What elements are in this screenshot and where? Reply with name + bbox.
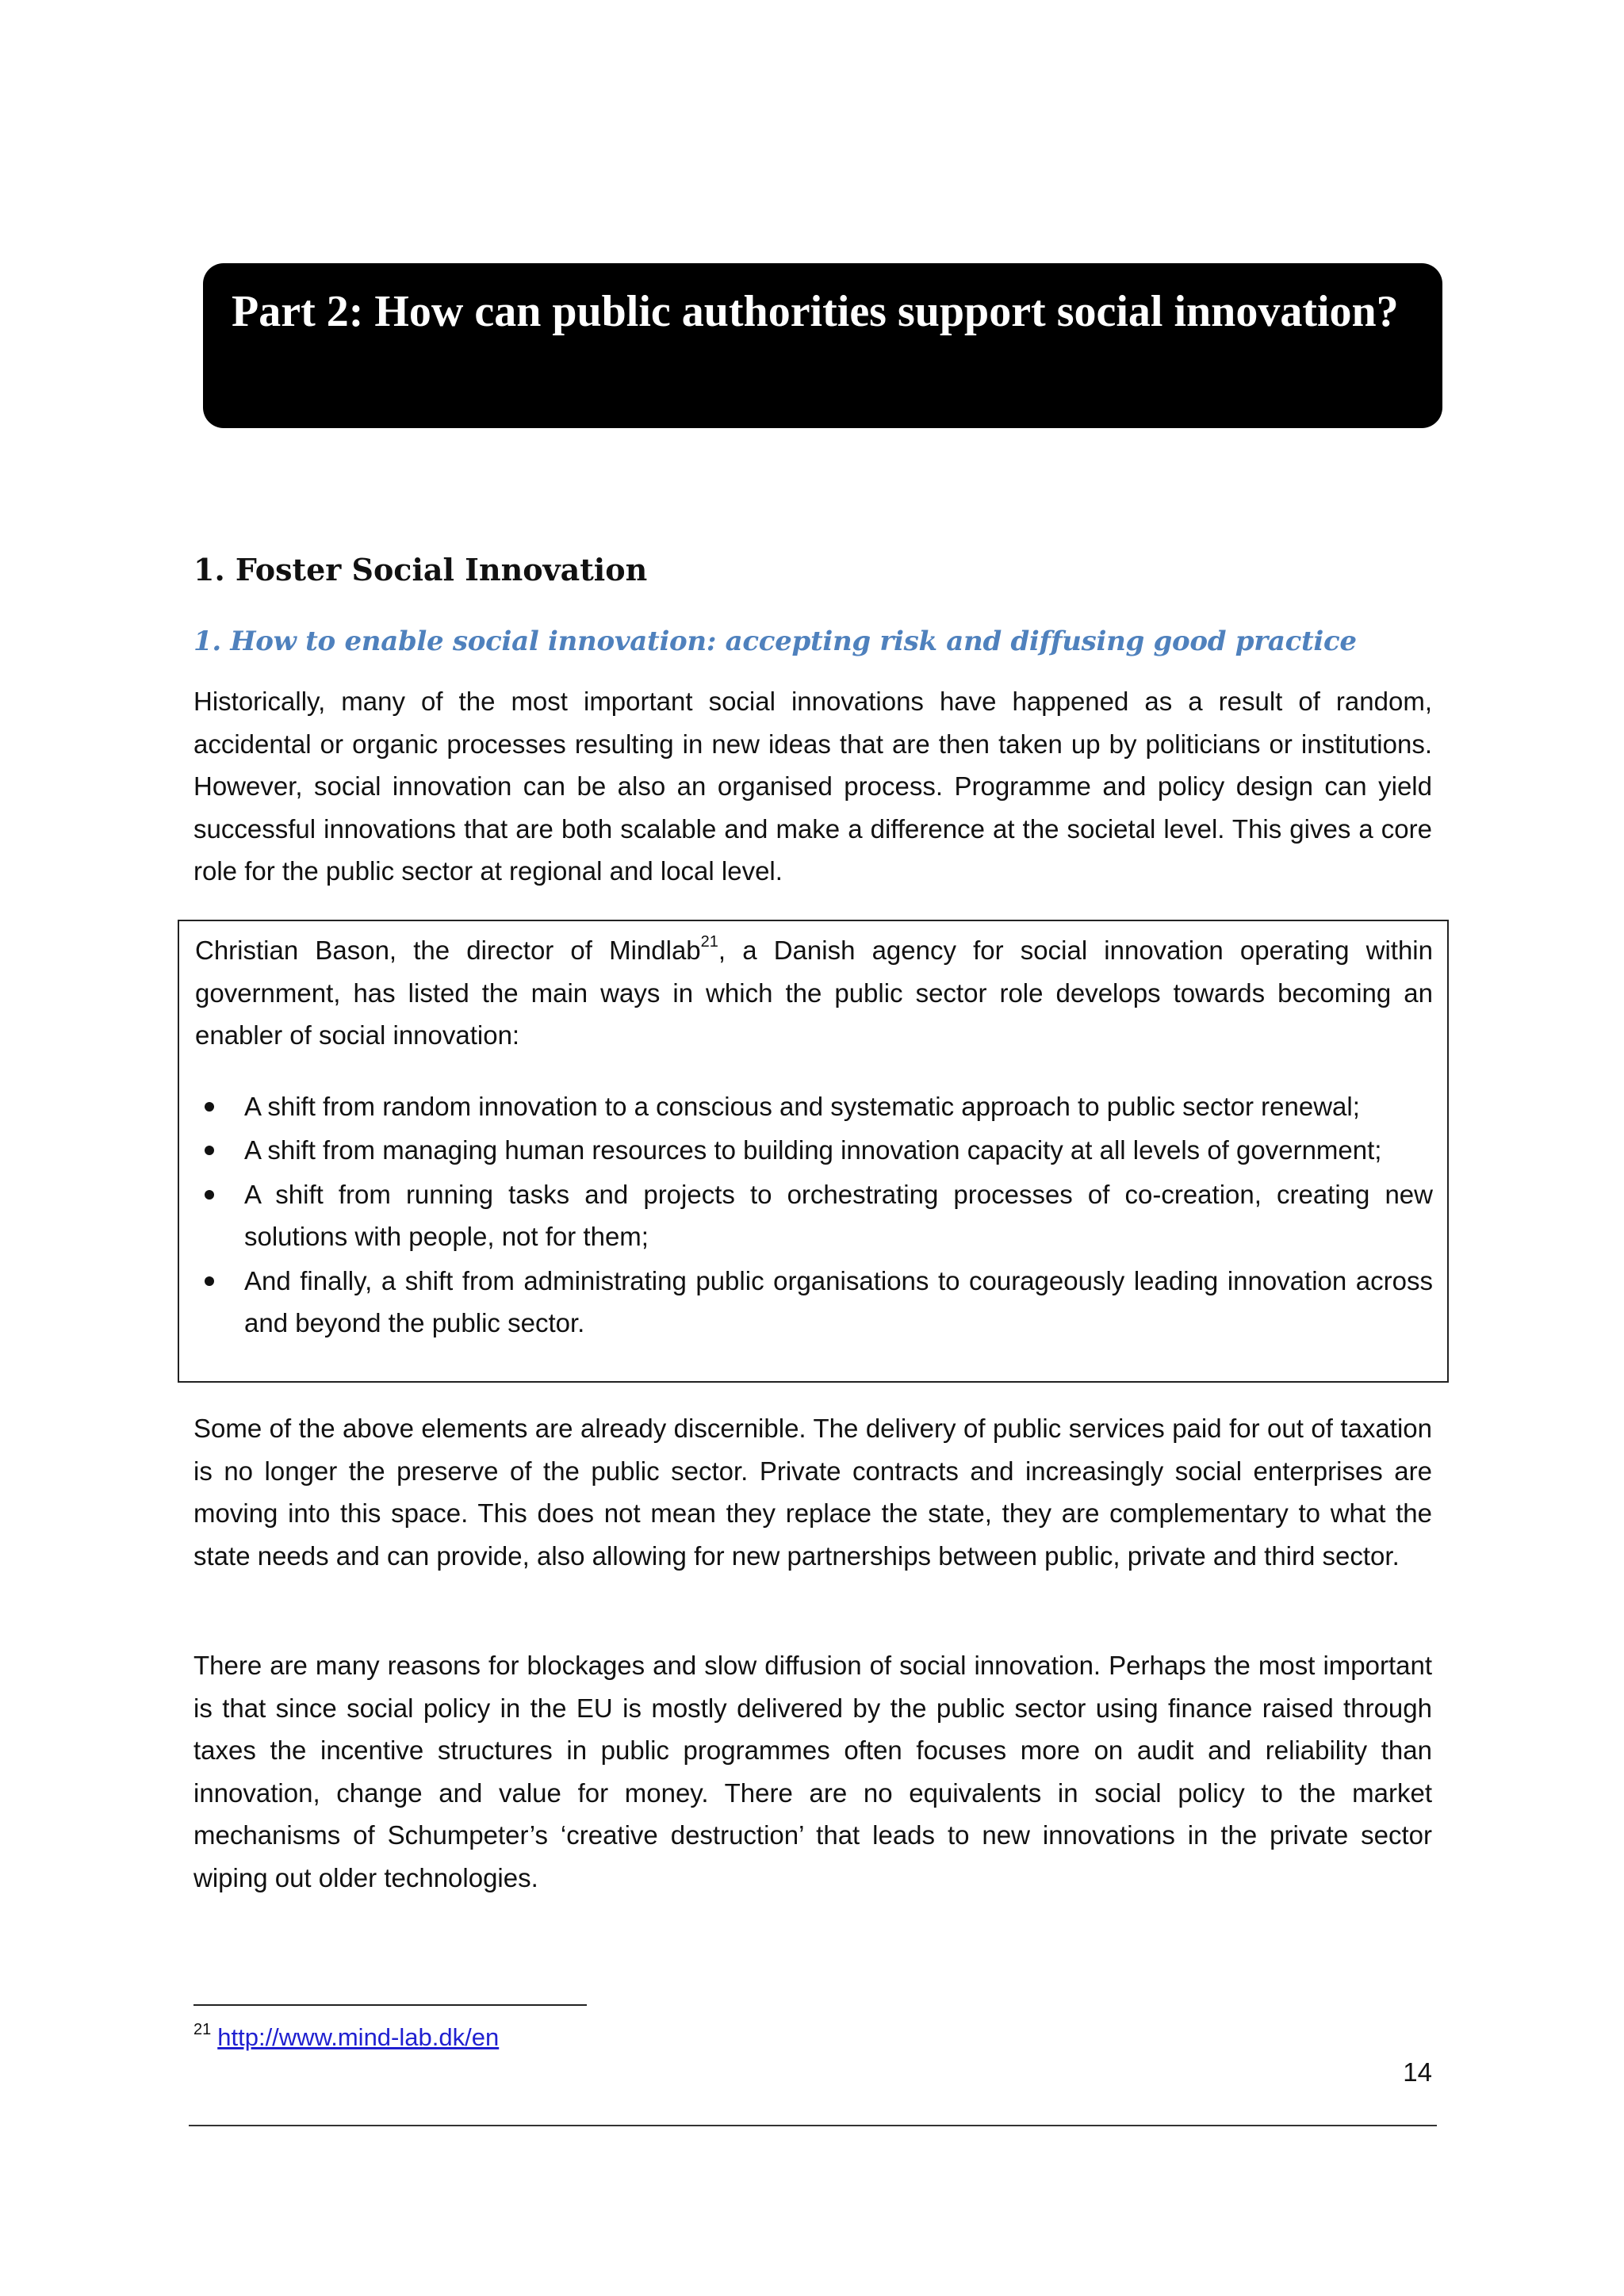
list-item [195, 1173, 1433, 1258]
list-item-text: A shift from managing human resources to building innovation capacity at all levels of government; [244, 1135, 1382, 1165]
callout-box [178, 920, 1449, 1383]
bullet-list [195, 1085, 1433, 1345]
footnote-divider [193, 2004, 587, 2006]
footer-divider [189, 2125, 1437, 2126]
callout-intro-text-continued: , a Danish agency for social innovation operating within government, has listed the main ways in which the public sector role develops towards becoming an enabler of social innovation: [195, 936, 1433, 1050]
list-item [195, 1260, 1433, 1345]
subsection-heading: 1. How to enable social innovation: accepting risk and diffusing good practice [193, 626, 1357, 657]
footnote-number: 21 [193, 2021, 212, 2038]
bullet-icon [205, 1190, 214, 1200]
bullet-icon [205, 1146, 214, 1155]
footnote-reference[interactable]: 21 [700, 933, 718, 951]
footnote [193, 2020, 499, 2055]
paragraph-historically: Historically, many of the most important social innovations have happened as a result of random, accidental or organic processes resulting in new ideas that are then taken up by politicians or institutions. However, social innovation can be also an organised process. Programme and policy design can yield successful innovations that are both scalable and make a difference at the societal level. This gives a core role for the public sector at regional and local level. [193, 687, 1432, 886]
bullet-icon [205, 1102, 214, 1112]
part-title-banner [203, 263, 1442, 428]
section-heading: 1. Foster Social Innovation [193, 552, 648, 587]
callout-intro [195, 921, 1433, 1057]
paragraph-discernible: Some of the above elements are already discernible. The delivery of public services paid for out of taxation is no longer the preserve of the public sector. Private contracts and increasingly social enterprises are moving into this space. This does not mean they replace the state, they are complementary to what the state needs and can provide, also allowing for new partnerships between public, private and third sector. [193, 1414, 1432, 1571]
footnote-link[interactable]: http://www.mind-lab.dk/en [217, 2023, 500, 2051]
page-number: 14 [1403, 2057, 1432, 2087]
paragraph-blockages: There are many reasons for blockages and slow diffusion of social innovation. Perhaps the most important is that since social policy in the EU is mostly delivered by the public sector using finance raised through taxes the incentive structures in public programmes often focuses more on audit and reliability than innovation, change and value for money. There are no equivalents in social policy to the market mechanisms of Schumpeter’s ‘creative destruction’ that leads to new innovations in the private sector wiping out older technologies. [193, 1651, 1432, 1892]
list-item [195, 1085, 1433, 1128]
callout-intro-text: Christian Bason, the director of Mindlab [195, 936, 701, 965]
list-item-text: And finally, a shift from administrating public organisations to courageously leading innovation across and beyond the public sector. [244, 1265, 1433, 1337]
list-item-text: A shift from running tasks and projects to orchestrating processes of co-creation, creating new solutions with people, not for them; [244, 1179, 1433, 1251]
bullet-icon [205, 1276, 214, 1286]
list-item-text: A shift from random innovation to a conscious and systematic approach to public sector renewal; [244, 1091, 1360, 1121]
list-item [195, 1129, 1433, 1172]
part-title: Part 2: How can public authorities support social innovation? [232, 287, 1399, 336]
